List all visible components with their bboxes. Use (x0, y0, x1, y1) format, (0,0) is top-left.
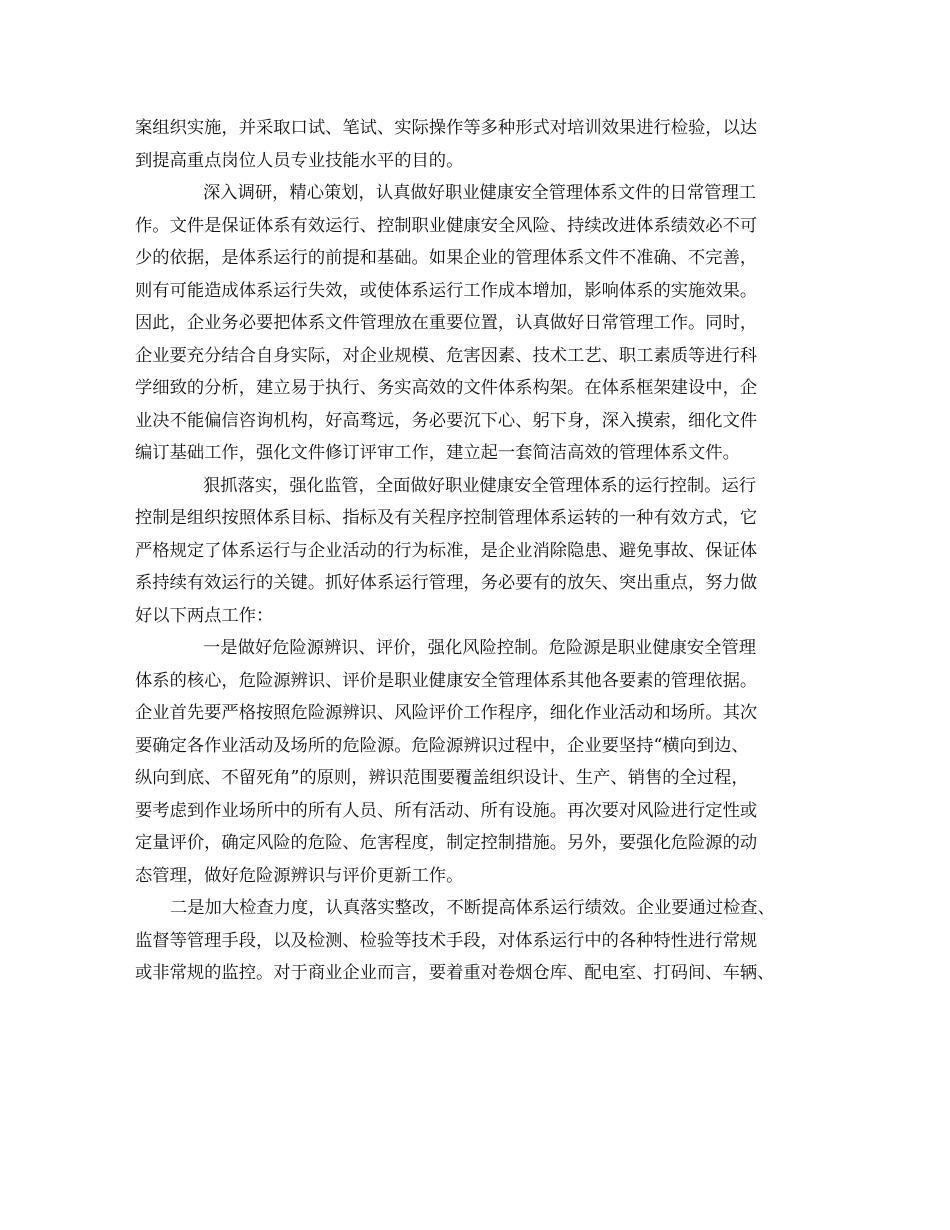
text-line: 到提高重点岗位人员专业技能水平的目的。 (135, 150, 464, 171)
text-line: 作。文件是保证体系有效运行、控制职业健康安全风险、持续改进体系绩效必不可 (135, 215, 758, 236)
text-line: 深入调研，精心策划，认真做好职业健康安全管理体系文件的日常管理工 (203, 183, 757, 203)
text-line: 企业首先要严格按照危险源辨识、风险评价工作程序，细化作业活动和场所。其次 (135, 703, 758, 723)
text-line: 严格规定了体系运行与企业活动的行为标准，是企业消除隐患、避免事故、保证体 (135, 540, 758, 561)
paragraph (135, 112, 825, 177)
paragraph (135, 470, 825, 633)
text-line: 狠抓落实，强化监管，全面做好职业健康安全管理体系的运行控制。运行 (203, 475, 757, 496)
text-line: 要确定各作业活动及场所的危险源。危险源辨识过程中，企业要坚持“横向到边、 (135, 735, 749, 756)
text-line: 好以下两点工作： (135, 605, 274, 626)
text-line: 企业要充分结合自身实际，对企业规模、危害因素、技术工艺、职工素质等进行科 (135, 345, 758, 366)
text-line: 编订基础工作，强化文件修订评审工作，建立起一套简洁高效的管理体系文件。 (135, 443, 740, 463)
text-line: 学细致的分析，建立易于执行、务实高效的文件体系构架。在体系框架建设中，企 (135, 378, 758, 398)
text-line: 案组织实施，并采取口试、笔试、实际操作等多种形式对培训效果进行检验，以达 (135, 118, 758, 138)
text-line: 或非常规的监控。对于商业企业而言，要着重对卷烟仓库、配电室、打码间、车辆、 (135, 963, 775, 983)
text-line: 少的依据，是体系运行的前提和基础。如果企业的管理体系文件不准确、不完善， (135, 248, 758, 268)
text-line: 一是做好危险源辨识、评价，强化风险控制。危险源是职业健康安全管理 (203, 638, 757, 658)
paragraph (135, 892, 825, 990)
document-body (135, 112, 825, 990)
text-line: 则有可能造成体系运行失效，或使体系运行工作成本增加，影响体系的实施效果。 (135, 280, 758, 301)
text-line: 定量评价，确定风险的危险、危害程度，制定控制措施。另外，要强化危险源的动 (135, 833, 758, 853)
text-line: 控制是组织按照体系目标、指标及有关程序控制管理体系运转的一种有效方式，它 (135, 508, 758, 528)
text-line: 态管理，做好危险源辨识与评价更新工作。 (135, 865, 464, 886)
text-line: 二是加大检查力度，认真落实整改，不断提高体系运行绩效。企业要通过检查、 (170, 898, 775, 918)
paragraph (135, 177, 825, 470)
text-line: 要考虑到作业场所中的所有人员、所有活动、所有设施。再次要对风险进行定性或 (135, 800, 758, 821)
text-line: 体系的核心，危险源辨识、评价是职业健康安全管理体系其他各要素的管理依据。 (135, 670, 758, 691)
text-line: 纵向到底、不留死角”的原则，辨识范围要覆盖组织设计、生产、销售的全过程， (135, 768, 749, 788)
text-line: 业决不能偏信咨询机构，好高骛远，务必要沉下心、躬下身，深入摸索，细化文件 (135, 410, 758, 431)
text-line: 系持续有效运行的关键。抓好体系运行管理，务必要有的放矢、突出重点，努力做 (135, 573, 758, 593)
paragraph (135, 632, 825, 892)
text-line: 监督等管理手段，以及检测、检验等技术手段，对体系运行中的各种特性进行常规 (135, 930, 758, 951)
text-line: 因此，企业务必要把体系文件管理放在重要位置，认真做好日常管理工作。同时， (135, 313, 758, 333)
